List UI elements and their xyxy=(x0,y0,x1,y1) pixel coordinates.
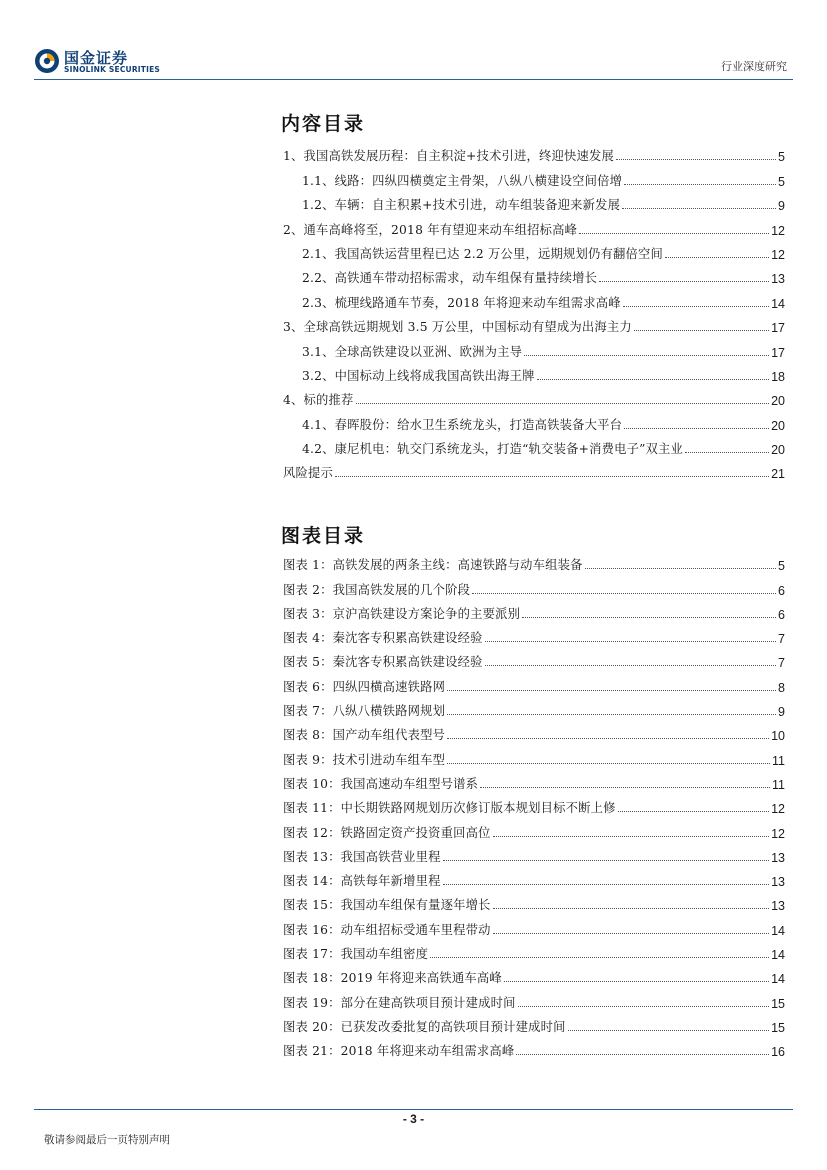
figure-item-text: 图表 14：高铁每年新增里程 xyxy=(283,874,441,889)
toc-item[interactable] xyxy=(283,164,785,188)
logo-chinese-name: 国金证券 xyxy=(64,49,129,67)
figure-item[interactable] xyxy=(283,865,785,889)
figure-item-page: 13 xyxy=(771,875,785,890)
figure-item-page: 13 xyxy=(771,850,785,865)
toc-leader-dots xyxy=(447,714,776,715)
logo-english-name: SINOLINK SECURITIES xyxy=(64,65,161,74)
toc-item-text: 3、全球高铁远期规划 3.5 万公里，中国标动有望成为出海主力 xyxy=(283,320,632,335)
toc-item-text: 风险提示 xyxy=(283,466,333,481)
toc-item-page: 18 xyxy=(771,369,785,384)
figure-item[interactable] xyxy=(283,938,785,962)
toc-item-text: 1、我国高铁发展历程：自主积淀+技术引进，终迎快速发展 xyxy=(283,149,614,164)
footer-divider xyxy=(34,1109,793,1110)
toc-leader-dots xyxy=(518,1006,769,1007)
figure-item-page: 12 xyxy=(771,826,785,841)
figure-item-text: 图表 11：中长期铁路网规划历次修订版本规划目标不断上修 xyxy=(283,801,616,816)
toc-leader-dots xyxy=(356,403,770,404)
figure-item[interactable] xyxy=(283,719,785,743)
toc-leader-dots xyxy=(472,593,776,594)
toc-leader-dots xyxy=(665,257,769,258)
toc-leader-dots xyxy=(624,184,776,185)
list-of-figures xyxy=(283,549,785,1059)
figure-item-text: 图表 21：2018 年将迎来动车组需求高峰 xyxy=(283,1044,515,1059)
figure-item-text: 图表 19：部分在建高铁项目预计建成时间 xyxy=(283,995,516,1010)
figure-item-page: 15 xyxy=(771,1020,785,1035)
toc-item-page: 20 xyxy=(771,443,785,458)
toc-leader-dots xyxy=(485,641,776,642)
figure-item-text: 图表 6：四纵四横高速铁路网 xyxy=(283,679,446,694)
figure-item-page: 14 xyxy=(771,923,785,938)
figure-item[interactable] xyxy=(283,598,785,622)
figure-item-text: 图表 2：我国高铁发展的几个阶段 xyxy=(283,582,471,597)
toc-item[interactable] xyxy=(283,408,785,432)
toc-leader-dots xyxy=(685,452,769,453)
figure-item[interactable] xyxy=(283,549,785,573)
toc-leader-dots xyxy=(516,1054,769,1055)
toc-leader-dots xyxy=(618,811,770,812)
toc-leader-dots xyxy=(493,836,769,837)
figure-item-page: 14 xyxy=(771,972,785,987)
toc-item-page: 5 xyxy=(778,174,785,189)
figure-item-text: 图表 8：国产动车组代表型号 xyxy=(283,728,446,743)
toc-leader-dots xyxy=(622,208,776,209)
page-header xyxy=(0,0,827,82)
figure-item[interactable] xyxy=(283,622,785,646)
toc-leader-dots xyxy=(524,355,769,356)
toc-leader-dots xyxy=(485,665,776,666)
toc-leader-dots xyxy=(616,159,776,160)
toc-item-text: 1.2、车辆：自主积累+技术引进，动车组装备迎来新发展 xyxy=(302,198,621,213)
toc-item-page: 17 xyxy=(771,321,785,336)
figure-item-page: 7 xyxy=(778,656,785,671)
toc-leader-dots xyxy=(585,568,776,569)
toc-item-page: 21 xyxy=(771,467,785,482)
figure-item[interactable] xyxy=(283,962,785,986)
toc-item-text: 2、通车高峰将至，2018 年有望迎来动车组招标高峰 xyxy=(283,222,578,237)
toc-leader-dots xyxy=(624,428,769,429)
toc-item-text: 3.1、全球高铁建设以亚洲、欧洲为主导 xyxy=(302,344,523,359)
figure-item-page: 7 xyxy=(778,632,785,647)
toc-leader-dots xyxy=(537,379,769,380)
toc-item-page: 20 xyxy=(771,418,785,433)
toc-item-page: 12 xyxy=(771,247,785,262)
figure-item-text: 图表 10：我国高速动车组型号谱系 xyxy=(283,776,479,791)
figure-item-text: 图表 16：动车组招标受通车里程带动 xyxy=(283,922,491,937)
toc-item-page: 5 xyxy=(778,150,785,165)
toc-item[interactable] xyxy=(283,238,785,262)
figure-item-page: 5 xyxy=(778,559,785,574)
toc-item[interactable] xyxy=(283,286,785,310)
toc-item-page: 17 xyxy=(771,345,785,360)
toc-item[interactable] xyxy=(283,433,785,457)
figure-item[interactable] xyxy=(283,768,785,792)
figure-item-text: 图表 13：我国高铁营业里程 xyxy=(283,849,441,864)
figure-item-page: 8 xyxy=(778,680,785,695)
toc-item-page: 13 xyxy=(771,272,785,287)
figure-item-text: 图表 3：京沪高铁建设方案论争的主要派别 xyxy=(283,606,521,621)
toc-leader-dots xyxy=(443,884,769,885)
figure-item-text: 图表 17：我国动车组密度 xyxy=(283,947,429,962)
figure-item-page: 11 xyxy=(772,777,785,792)
toc-item[interactable] xyxy=(283,311,785,335)
figure-item-text: 图表 7：八纵八横铁路网规划 xyxy=(283,704,446,719)
toc-title: 内容目录 xyxy=(281,113,366,135)
figure-item[interactable] xyxy=(283,816,785,840)
figure-item-page: 9 xyxy=(778,705,785,720)
toc-leader-dots xyxy=(447,690,776,691)
toc-leader-dots xyxy=(447,738,769,739)
toc-item-text: 2.2、高铁通车带动招标需求，动车组保有量持续增长 xyxy=(302,271,598,286)
figure-item-text: 图表 12：铁路固定资产投资重回高位 xyxy=(283,825,491,840)
toc-item[interactable] xyxy=(283,189,785,213)
figure-item[interactable] xyxy=(283,646,785,670)
toc-item[interactable] xyxy=(283,335,785,359)
figure-item[interactable] xyxy=(283,743,785,767)
figure-item-text: 图表 15：我国动车组保有量逐年增长 xyxy=(283,898,491,913)
toc-item-text: 2.1、我国高铁运营里程已达 2.2 万公里，远期规划仍有翻倍空间 xyxy=(302,246,663,261)
figure-item[interactable] xyxy=(283,1011,785,1035)
toc-item[interactable] xyxy=(283,213,785,237)
toc-leader-dots xyxy=(335,476,769,477)
toc-item-page: 9 xyxy=(778,199,785,214)
figure-item[interactable] xyxy=(283,670,785,694)
toc-item-text: 3.2、中国标动上线将成我国高铁出海王牌 xyxy=(302,368,535,383)
figure-item[interactable] xyxy=(283,986,785,1010)
figure-item-page: 13 xyxy=(771,899,785,914)
toc-leader-dots xyxy=(579,233,769,234)
toc-item-text: 1.1、线路：四纵四横奠定主骨架，八纵八横建设空间倍增 xyxy=(302,173,623,188)
toc-leader-dots xyxy=(599,281,769,282)
figures-title: 图表目录 xyxy=(281,525,366,547)
header-divider xyxy=(34,79,793,80)
toc-item-page: 12 xyxy=(771,223,785,238)
toc-leader-dots xyxy=(447,763,770,764)
toc-item-text: 2.3、梳理线路通车节奏，2018 年将迎来动车组需求高峰 xyxy=(302,295,621,310)
toc-item-text: 4.1、春晖股份：给水卫生系统龙头，打造高铁装备大平台 xyxy=(302,417,623,432)
figure-item-text: 图表 20：已获发改委批复的高铁项目预计建成时间 xyxy=(283,1019,566,1034)
figure-item-text: 图表 18：2019 年将迎来高铁通车高峰 xyxy=(283,971,502,986)
toc-item-page: 20 xyxy=(771,394,785,409)
figure-item[interactable] xyxy=(283,792,785,816)
toc-leader-dots xyxy=(480,787,770,788)
figure-item-page: 12 xyxy=(771,802,785,817)
figure-item[interactable] xyxy=(283,573,785,597)
toc-leader-dots xyxy=(634,330,769,331)
toc-leader-dots xyxy=(493,908,769,909)
sinolink-logo-icon xyxy=(34,48,60,74)
figure-item-page: 10 xyxy=(771,729,785,744)
toc-item[interactable] xyxy=(283,457,785,481)
figure-item-text: 图表 5：秦沈客专积累高铁建设经验 xyxy=(283,655,483,670)
company-logo xyxy=(34,44,164,78)
figure-item[interactable] xyxy=(283,913,785,937)
toc-item-text: 4、标的推荐 xyxy=(283,393,354,408)
figure-item-page: 6 xyxy=(778,607,785,622)
toc-item[interactable] xyxy=(283,140,785,164)
table-of-contents xyxy=(283,140,785,481)
toc-leader-dots xyxy=(504,981,769,982)
toc-item-text: 4.2、康尼机电：轨交门系统龙头，打造“轨交装备+消费电子”双主业 xyxy=(302,442,684,457)
toc-leader-dots xyxy=(430,957,769,958)
report-type-label: 行业深度研究 xyxy=(721,60,787,73)
toc-item[interactable] xyxy=(283,262,785,286)
figure-item[interactable] xyxy=(283,889,785,913)
figure-item-page: 15 xyxy=(771,996,785,1011)
figure-item-text: 图表 4：秦沈客专积累高铁建设经验 xyxy=(283,631,483,646)
toc-item[interactable] xyxy=(283,384,785,408)
figure-item-page: 16 xyxy=(771,1045,785,1060)
toc-leader-dots xyxy=(443,860,769,861)
toc-leader-dots xyxy=(568,1030,770,1031)
figure-item-page: 6 xyxy=(778,583,785,598)
figure-item-page: 14 xyxy=(771,948,785,963)
toc-item[interactable] xyxy=(283,360,785,384)
figure-item[interactable] xyxy=(283,1035,785,1059)
figure-item[interactable] xyxy=(283,841,785,865)
toc-leader-dots xyxy=(623,306,769,307)
figure-item-page: 11 xyxy=(772,753,785,768)
toc-leader-dots xyxy=(522,617,776,618)
page-number: - 3 - xyxy=(402,1112,425,1126)
toc-leader-dots xyxy=(493,933,769,934)
disclaimer-note: 敬请参阅最后一页特别声明 xyxy=(44,1134,170,1146)
figure-item[interactable] xyxy=(283,695,785,719)
figure-item-text: 图表 1：高铁发展的两条主线：高速铁路与动车组装备 xyxy=(283,558,583,573)
toc-item-page: 14 xyxy=(771,296,785,311)
figure-item-text: 图表 9：技术引进动车组车型 xyxy=(283,752,446,767)
